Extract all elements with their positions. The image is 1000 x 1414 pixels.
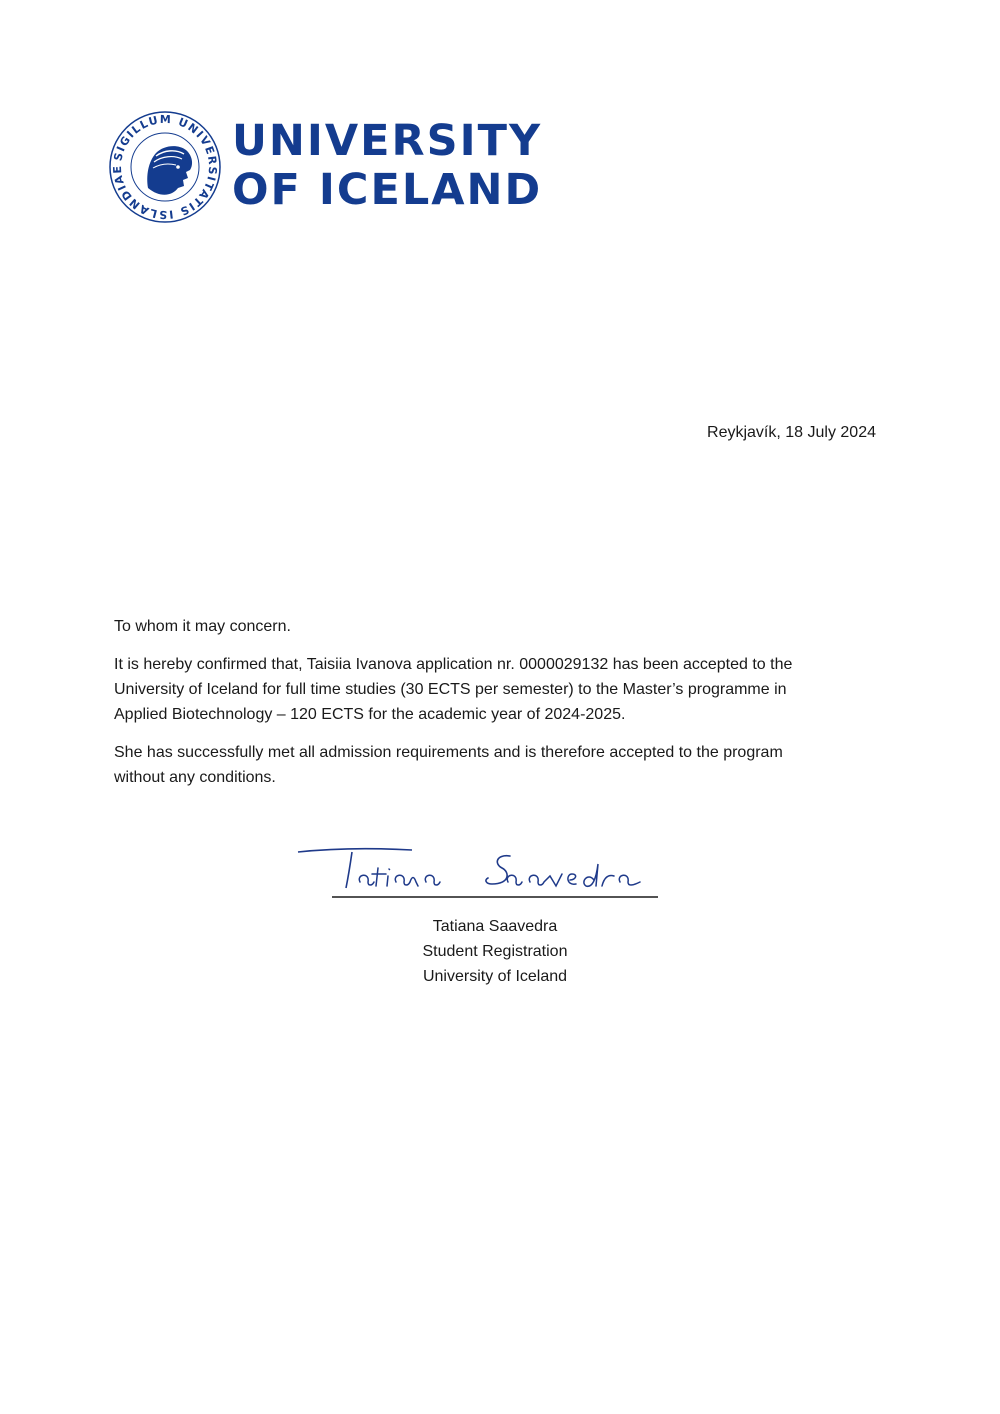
svg-text:SIGILLUM UNIVERSITATIS ISLANDI: SIGILLUM UNIVERSITATIS ISLANDIAE [110, 112, 220, 222]
confirmation-paragraph [114, 652, 854, 727]
paragraph-line: Applied Biotechnology – 120 ECTS for the academic year of 2024-2025. [114, 706, 626, 723]
conditions-paragraph [114, 740, 854, 790]
letterhead [108, 110, 548, 228]
paragraph-line: without any conditions. [114, 769, 276, 786]
university-seal-logo [108, 110, 222, 224]
handwritten-signature [296, 842, 666, 904]
letter-body [114, 614, 854, 803]
wordmark-line-1: UNIVERSITY [232, 116, 543, 166]
signatory-institution: University of Iceland [422, 968, 568, 985]
place-and-date: Reykjavík, 18 July 2024 [707, 424, 876, 441]
signatory-name: Tatiana Saavedra [432, 918, 558, 935]
paragraph-line: It is hereby confirmed that, Taisiia Ivanova application nr. 0000029132 has been accepted to the [114, 656, 793, 673]
university-wordmark [232, 116, 543, 215]
signatory-department: Student Registration [422, 943, 568, 960]
wordmark-line-2: OF ICELAND [232, 165, 543, 215]
signature-block [330, 914, 660, 989]
salutation: To whom it may concern. [114, 618, 291, 635]
paragraph-line: She has successfully met all admission requirements and is therefore accepted to the program [114, 744, 783, 761]
paragraph-line: University of Iceland for full time studies (30 ECTS per semester) to the Master’s programme in [114, 681, 787, 698]
